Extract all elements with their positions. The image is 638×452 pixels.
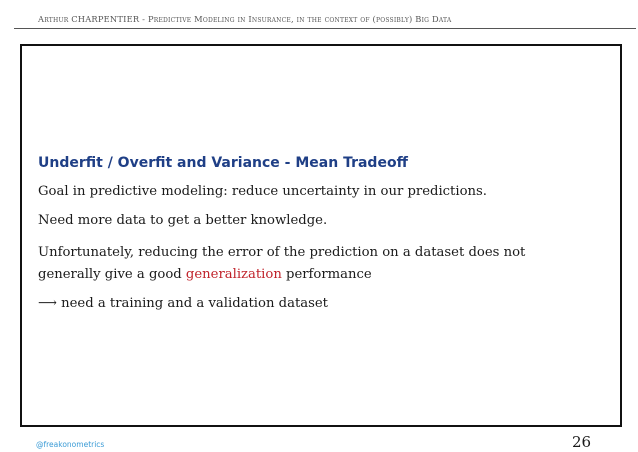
paragraph-more-data: Need more data to get a better knowledge. <box>38 213 328 228</box>
paragraph-validation-text: need a training and a validation dataset <box>56 296 328 311</box>
paragraph-validation <box>38 296 328 311</box>
generalization-highlight: generalization <box>185 267 282 282</box>
running-header: Arthur CHARPENTIER - Predictive Modeling in Insurance, in the context of (possibly) Big Data <box>38 14 452 24</box>
paragraph-goal: Goal in predictive modeling: reduce uncertainty in our predictions. <box>38 184 487 199</box>
paragraph-generalization <box>38 242 525 286</box>
long-right-arrow-icon: ⟶ <box>38 296 57 311</box>
slide-frame <box>20 44 622 427</box>
paragraph-generalization-pre: generally give a good <box>38 267 186 282</box>
slide-title: Underfit / Overfit and Variance - Mean Tradeoff <box>38 155 408 171</box>
header-rule <box>14 28 636 29</box>
page-number: 26 <box>572 433 592 451</box>
footer-handle: @freakonometrics <box>36 440 105 449</box>
paragraph-generalization-post: performance <box>281 267 372 282</box>
paragraph-generalization-line1: Unfortunately, reducing the error of the prediction on a dataset does not <box>38 245 526 260</box>
